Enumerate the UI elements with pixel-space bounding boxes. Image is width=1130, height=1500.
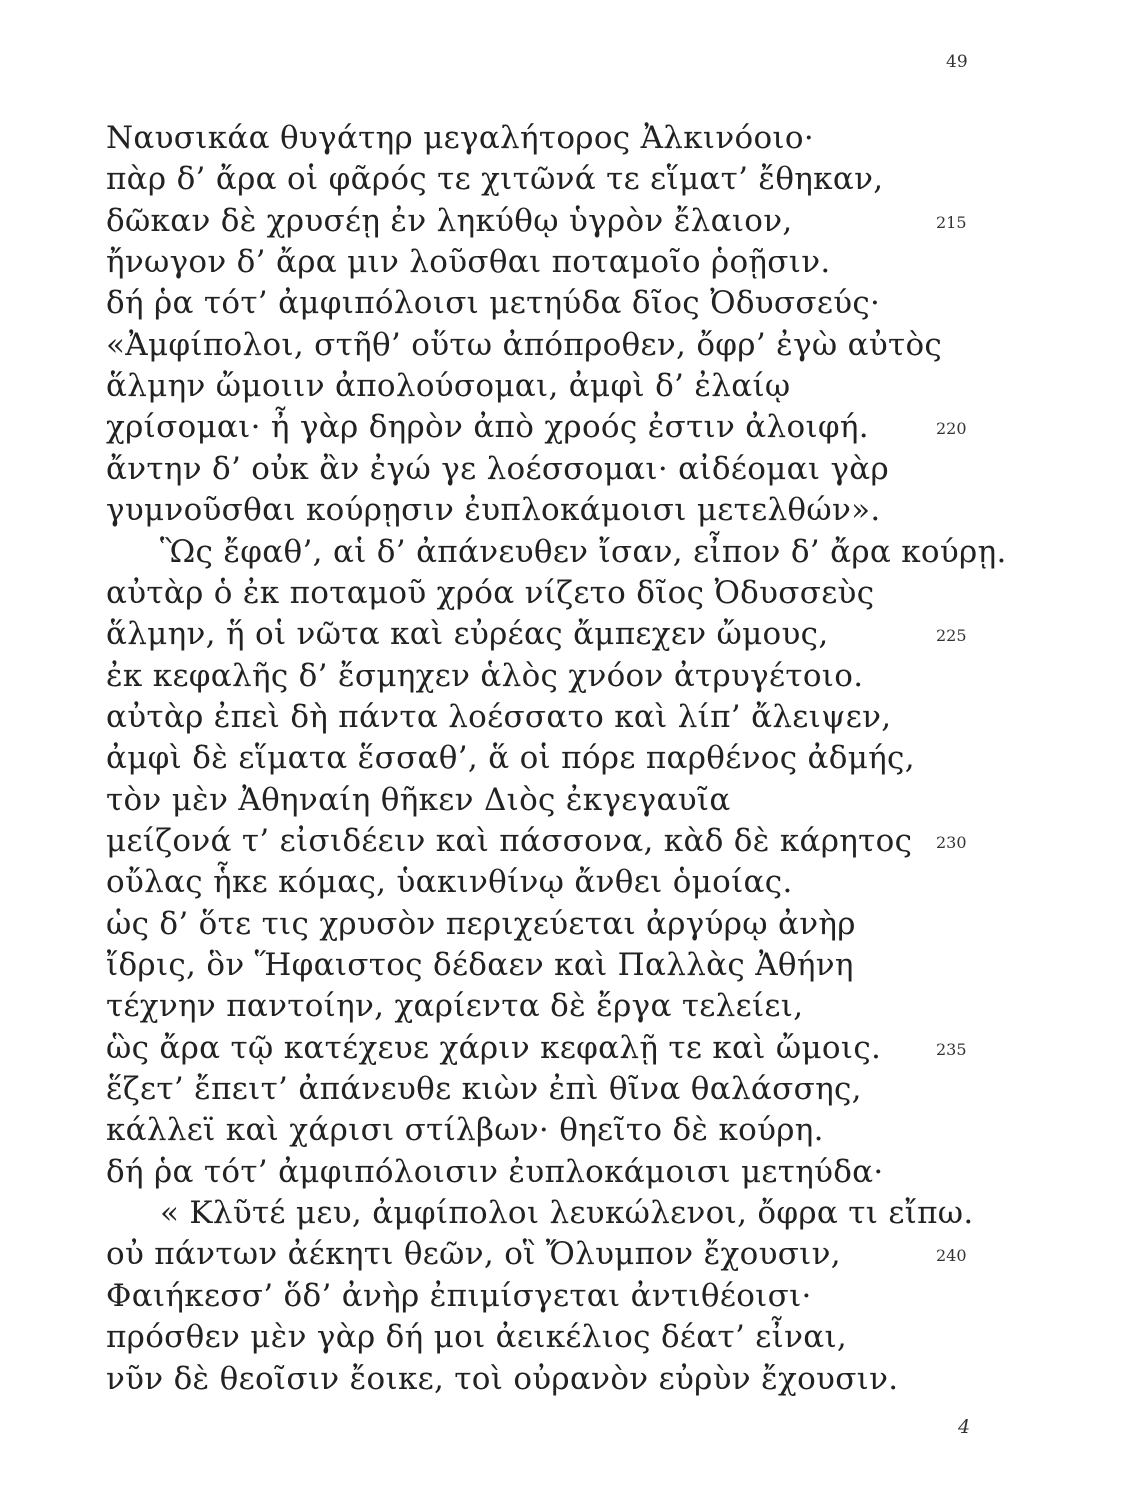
verse-line: πὰρ δ’ ἄρα οἱ φᾶρός τε χιτῶνά τε εἵματ’ ἔθηκαν, bbox=[106, 161, 884, 198]
line-number: 240 bbox=[936, 1246, 967, 1266]
verse-line: ἄντην δ’ οὐκ ἂν ἐγώ γε λοέσσομαι· αἰδέομαι γὰρ bbox=[106, 450, 890, 487]
verse-line: Ὣς ἔφαθ’, αἱ δ’ ἀπάνευθεν ἴσαν, εἶπον δ’ ἄρα κούρῃ. bbox=[160, 533, 1007, 570]
verse-line: ὣς ἄρα τῷ κατέχευε χάριν κεφαλῇ τε καὶ ὤμοις. bbox=[106, 1029, 882, 1066]
verse-line: πρόσθεν μὲν γὰρ δή μοι ἀεικέλιος δέατ’ εἶναι, bbox=[106, 1319, 848, 1356]
verse-line: ἴδρις, ὃν Ἥφαιστος δέδαεν καὶ Παλλὰς Ἀθήνη bbox=[106, 947, 854, 983]
line-number: 215 bbox=[936, 212, 967, 232]
verse-line: ἐκ κεφαλῆς δ’ ἔσμηχεν ἁλὸς χνόον ἀτρυγέτοιο. bbox=[106, 657, 864, 694]
verse-line: Ναυσικάα θυγάτηρ μεγαλήτορος Ἀλκινόοιο· bbox=[106, 120, 815, 156]
verse-line: ὡς δ’ ὅτε τις χρυσὸν περιχεύεται ἀργύρῳ ἀνὴρ bbox=[106, 905, 856, 942]
verse-line: οὔλας ἧκε κόμας, ὑακινθίνῳ ἄνθει ὁμοίας. bbox=[106, 864, 793, 901]
verse-line: μείζονά τ’ εἰσιδέειν καὶ πάσσονα, κὰδ δὲ κάρητος bbox=[106, 822, 913, 859]
verse-line: τὸν μὲν Ἀθηναίη θῆκεν Διὸς ἐκγεγαυῖα bbox=[106, 781, 731, 818]
verse-line: τέχνην παντοίην, χαρίεντα δὲ ἔργα τελείει, bbox=[106, 988, 804, 1025]
verse-line: κάλλεϊ καὶ χάρισι στίλβων· θηεῖτο δὲ κούρη. bbox=[106, 1112, 824, 1149]
verse-line: ἀμφὶ δὲ εἵματα ἕσσαθ’, ἅ οἱ πόρε παρθένος ἀδμής, bbox=[106, 740, 915, 777]
verse-line: «Ἀμφίπολοι, στῆθ’ οὕτω ἀπόπροθεν, ὄφρ’ ἐγὼ αὐτὸς bbox=[106, 326, 943, 363]
verse-line: ἅλμην ὤμοιιν ἀπολούσομαι, ἀμφὶ δ’ ἐλαίῳ bbox=[106, 368, 791, 405]
verse-line: « Κλῦτέ μευ, ἀμφίπολοι λευκώλενοι, ὄφρα τι εἴπω. bbox=[160, 1195, 974, 1232]
page-number: 49 bbox=[946, 52, 968, 72]
verse-line: αὐτὰρ ἐπεὶ δὴ πάντα λοέσσατο καὶ λίπ’ ἄλειψεν, bbox=[106, 698, 892, 735]
verse-line: δή ῥα τότ’ ἀμφιπόλοισι μετηύδα δῖος Ὀδυσσεύς· bbox=[106, 285, 881, 322]
line-number: 235 bbox=[936, 1039, 967, 1059]
line-number: 225 bbox=[936, 626, 967, 646]
line-number: 230 bbox=[936, 832, 967, 852]
verse-line: ἕζετ’ ἔπειτ’ ἀπάνευθε κιὼν ἐπὶ θῖνα θαλάσσης, bbox=[106, 1071, 862, 1108]
verse-line: χρίσομαι· ἦ γὰρ δηρὸν ἀπὸ χροός ἐστιν ἀλοιφή. bbox=[106, 409, 869, 446]
verse-line: αὐτὰρ ὁ ἐκ ποταμοῦ χρόα νίζετο δῖος Ὀδυσσεὺς bbox=[106, 574, 875, 611]
verse-line: γυμνοῦσθαι κούρῃσιν ἐυπλοκάμοισι μετελθών». bbox=[106, 492, 881, 529]
verse-line: νῦν δὲ θεοῖσιν ἔοικε, τοὶ οὐρανὸν εὐρὺν ἔχουσιν. bbox=[106, 1360, 899, 1397]
verse-line: ἤνωγον δ’ ἄρα μιν λοῦσθαι ποταμοῖο ῥοῇσιν. bbox=[106, 244, 831, 281]
signature-mark: 4 bbox=[958, 1416, 971, 1438]
verse-line: δῶκαν δὲ χρυσέῃ ἐν ληκύθῳ ὑγρὸν ἔλαιον, bbox=[106, 202, 793, 239]
verse-line: ἅλμην, ἥ οἱ νῶτα καὶ εὐρέας ἄμπεχεν ὤμους, bbox=[106, 616, 829, 653]
verse-line: Φαιήκεσσ’ ὅδ’ ἀνὴρ ἐπιμίσγεται ἀντιθέοισι· bbox=[106, 1277, 812, 1314]
verse-line: οὐ πάντων ἀέκητι θεῶν, οἳ Ὄλυμπον ἔχουσιν, bbox=[106, 1236, 841, 1273]
verse-line: δή ῥα τότ’ ἀμφιπόλοισιν ἐυπλοκάμοισι μετηύδα· bbox=[106, 1153, 884, 1190]
line-number: 220 bbox=[936, 419, 967, 439]
